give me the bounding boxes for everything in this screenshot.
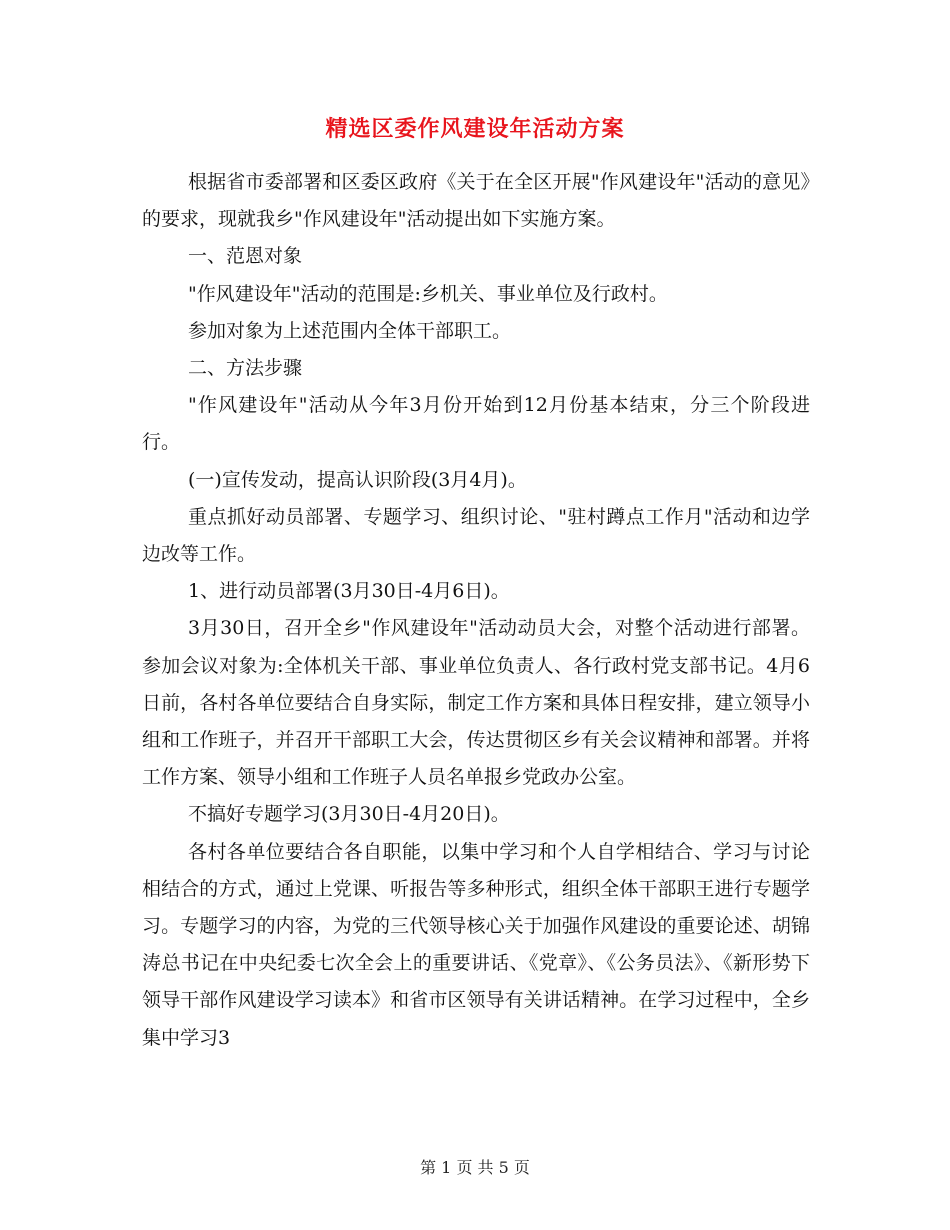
document-body bbox=[142, 164, 810, 1057]
paragraph-scope: "作风建设年"活动的范围是:乡机关、事业单位及行政村。 bbox=[188, 282, 668, 305]
document-title: 精选区委作风建设年活动方案 bbox=[325, 116, 625, 142]
paragraph-intro: 根据省市委部署和区委区政府《关于在全区开展"作风建设年"活动的意见》的要求，现就我乡"作风建设年"活动提出如下实施方案。 bbox=[142, 171, 810, 231]
page-number-footer: 第 1 页 共 5 页 bbox=[420, 1158, 530, 1177]
paragraph-study: 各村各单位要结合各自职能，以集中学习和个人自学相结合、学习与讨论相结合的方式，通过上党课、听报告等多种形式，组织全体干部职王进行专题学习。专题学习的内容，为党的三代领导核心关于加强作风建设的重要论述、胡锦涛总书记在中央纪委七次全会上的重要讲话、《党章》、《公务员法》、《新形势下领导干部作风建设学习读本》和省市区领导有关讲话精神。在学习过程中，全乡集中学习3 bbox=[142, 840, 810, 1049]
subsection-heading-stage-one: (一)宣传发动，提高认识阶段(3月4月)。 bbox=[188, 468, 527, 491]
paragraph-timeline: "作风建设年"活动从今年3月份开始到12月份基本结束，分三个阶段进行。 bbox=[142, 394, 810, 454]
paragraph-participants: 参加对象为上述范围内全体干部职工。 bbox=[188, 319, 512, 342]
paragraph-mobilization: 3月30日，召开全乡"作风建设年"活动动员大会，对整个活动进行部署。参加会议对象为:全体机关干部、事业单位负责人、各行政村党支部书记。4月6日前，各村各单位要结合自身实际，制定工作方案和具体日程安排，建立领导小组和工作班子，并召开干部职工大会，传达贯彻区乡有关会议精神和部署。并将工作方案、领导小组和工作班子人员名单报乡党政办公室。 bbox=[142, 617, 810, 789]
section-heading-steps: 二、方法步骤 bbox=[188, 357, 303, 380]
section-heading-scope: 一、范恩对象 bbox=[188, 245, 303, 268]
item-heading-mobilization: 1、进行动员部署(3月30日-4月6日)。 bbox=[188, 580, 510, 603]
paragraph-key-tasks: 重点抓好动员部署、专题学习、组织讨论、"驻村蹲点工作月"活动和边学边改等工作。 bbox=[142, 505, 810, 566]
item-heading-study: 不搞好专题学习(3月30日-4月20日)。 bbox=[188, 803, 510, 826]
